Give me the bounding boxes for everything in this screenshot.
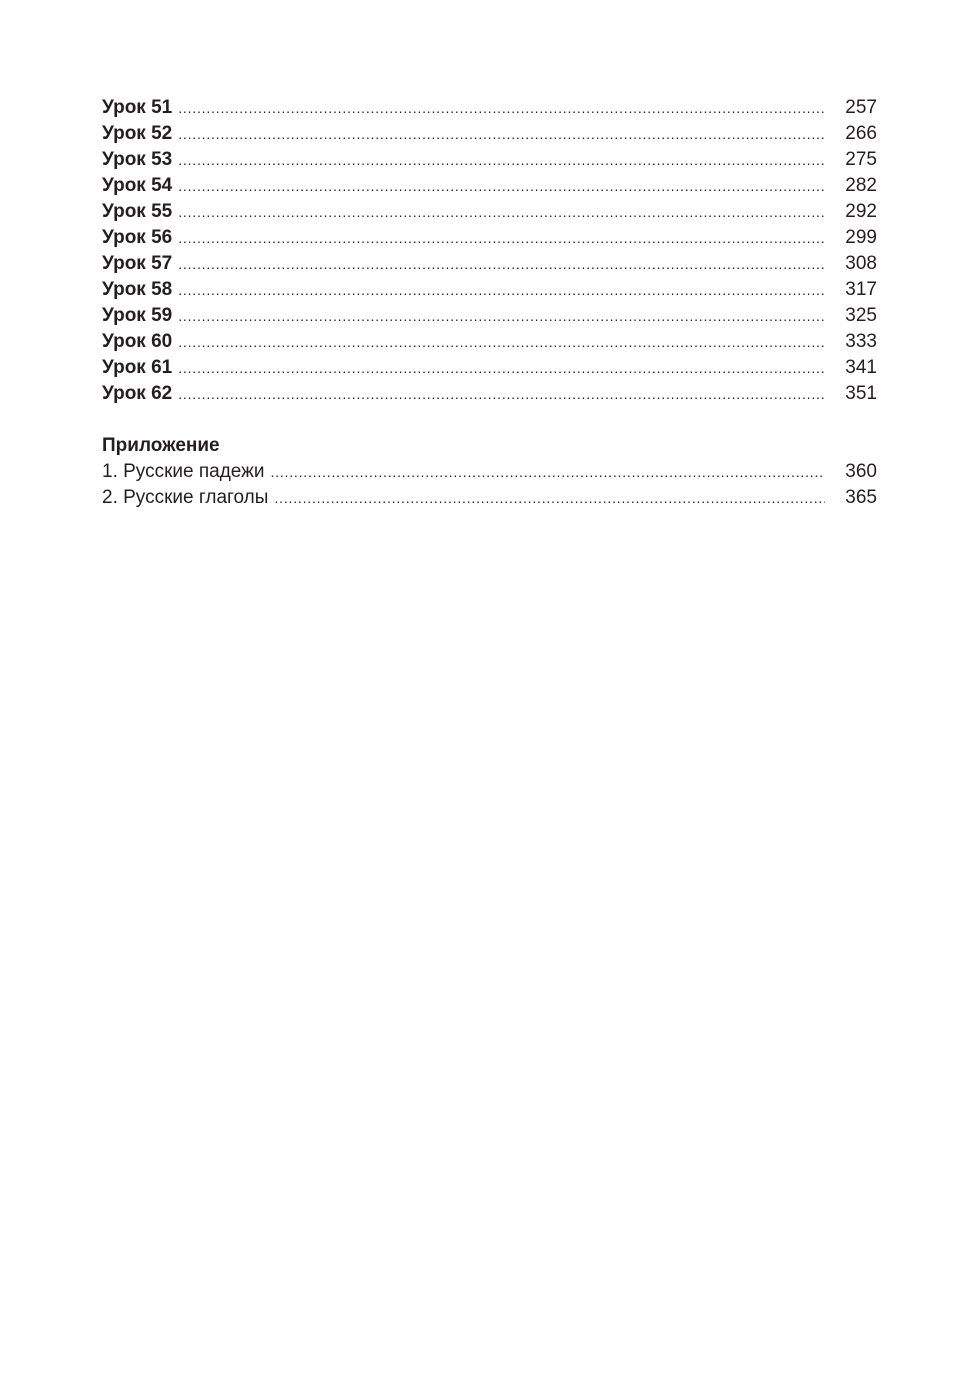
toc-page-number: 365 xyxy=(845,487,877,508)
toc-entry-title: Урок 61 xyxy=(102,357,173,378)
toc-entry-title: Урок 59 xyxy=(102,305,173,326)
toc-page-number: 292 xyxy=(845,201,877,222)
toc-page-number: 299 xyxy=(845,227,877,248)
dot-leader xyxy=(178,225,825,251)
toc-entry-title: Урок 60 xyxy=(102,331,173,352)
dot-leader xyxy=(178,381,825,407)
toc-entry-title: Урок 57 xyxy=(102,253,173,274)
dot-leader xyxy=(178,173,825,199)
toc-page-number: 351 xyxy=(845,383,877,404)
dot-leader xyxy=(178,121,825,147)
toc-entry-lesson-53[interactable] xyxy=(102,147,877,173)
toc-entry-title: Урок 53 xyxy=(102,149,173,170)
toc-entry-lesson-62[interactable] xyxy=(102,381,877,407)
toc-entry-title: Урок 51 xyxy=(102,97,173,118)
toc-entry-appendix-cases[interactable] xyxy=(102,459,877,485)
dot-leader xyxy=(178,147,825,173)
toc-entry-lesson-60[interactable] xyxy=(102,329,877,355)
toc-entry-title: Урок 52 xyxy=(102,123,173,144)
toc-entry-title: Урок 58 xyxy=(102,279,173,300)
table-of-contents xyxy=(102,95,877,511)
toc-entry-lesson-59[interactable] xyxy=(102,303,877,329)
dot-leader xyxy=(178,303,825,329)
toc-entry-title: Урок 54 xyxy=(102,175,173,196)
dot-leader xyxy=(178,329,825,355)
toc-page-number: 360 xyxy=(845,461,877,482)
dot-leader xyxy=(178,95,825,121)
toc-entry-lesson-55[interactable] xyxy=(102,199,877,225)
toc-entry-lesson-57[interactable] xyxy=(102,251,877,277)
toc-entry-appendix-verbs[interactable] xyxy=(102,485,877,511)
dot-leader xyxy=(178,277,825,303)
toc-page-number: 275 xyxy=(845,149,877,170)
dot-leader xyxy=(178,251,825,277)
toc-entry-lesson-54[interactable] xyxy=(102,173,877,199)
toc-entry-lesson-51[interactable] xyxy=(102,95,877,121)
toc-entry-lesson-61[interactable] xyxy=(102,355,877,381)
dot-leader xyxy=(178,199,825,225)
dot-leader xyxy=(178,355,825,381)
toc-entry-title: 2. Русские глаголы xyxy=(102,487,269,508)
toc-entry-title: Урок 62 xyxy=(102,383,173,404)
toc-entry-lesson-52[interactable] xyxy=(102,121,877,147)
toc-page-number: 257 xyxy=(845,97,877,118)
toc-page-number: 333 xyxy=(845,331,877,352)
toc-page-number: 341 xyxy=(845,357,877,378)
dot-leader xyxy=(274,485,825,511)
appendix-heading: Приложение xyxy=(102,435,220,456)
toc-entry-title: Урок 55 xyxy=(102,201,173,222)
toc-page-number: 325 xyxy=(845,305,877,326)
toc-entry-lesson-58[interactable] xyxy=(102,277,877,303)
dot-leader xyxy=(270,459,825,485)
toc-page-number: 282 xyxy=(845,175,877,196)
toc-page-number: 308 xyxy=(845,253,877,274)
toc-entry-title: Урок 56 xyxy=(102,227,173,248)
toc-page-number: 317 xyxy=(845,279,877,300)
toc-entry-title: 1. Русские падежи xyxy=(102,461,265,482)
toc-entry-lesson-56[interactable] xyxy=(102,225,877,251)
toc-page-number: 266 xyxy=(845,123,877,144)
